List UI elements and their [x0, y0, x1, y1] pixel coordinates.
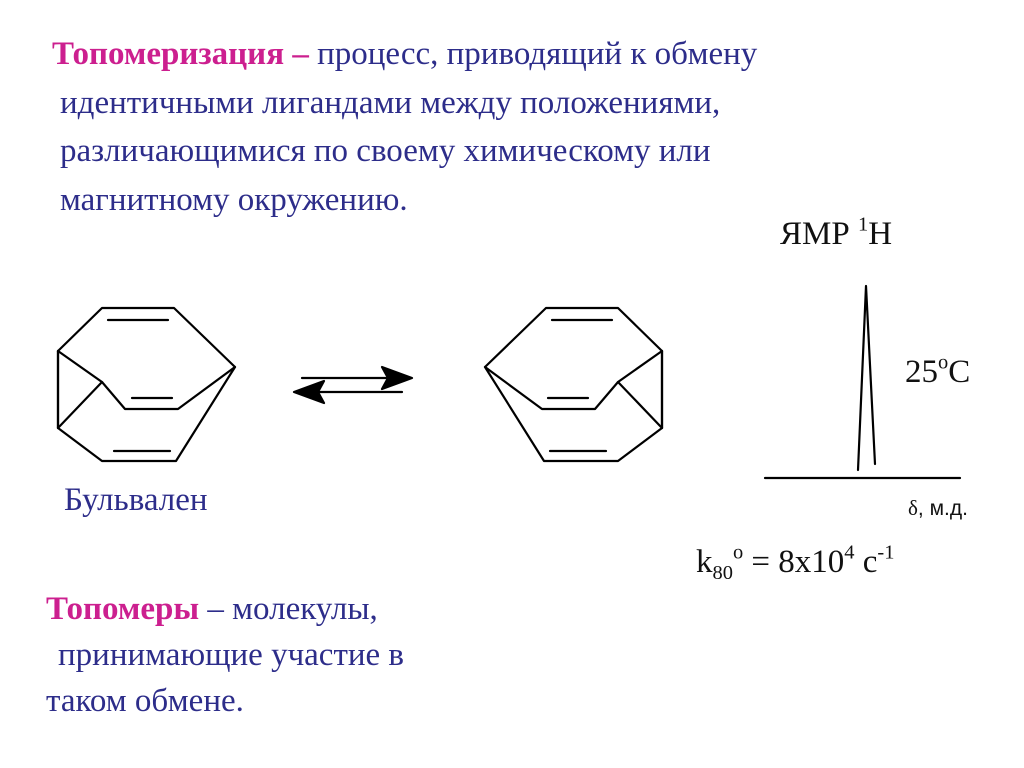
rate-constant: $k_{80}^o = 8х10^4$ $с^{-1}$	[696, 541, 895, 585]
term-topomerization: Топомеризация	[52, 36, 285, 72]
bullvalene-structure-left	[58, 308, 235, 461]
nmr-axis-label: δ, м.д.	[908, 496, 968, 520]
definition-line-4: магнитному окружению.	[60, 181, 408, 218]
topomers-line-1	[46, 586, 566, 632]
definition-line-1-text: процесс, приводящий к обмену	[317, 36, 758, 72]
topomers-line-2: принимающие участие в	[58, 637, 405, 673]
bullvalene-structure-right	[485, 308, 662, 461]
topomers-line-3: таком обмене.	[46, 683, 244, 719]
term-topomers: Топомеры	[46, 591, 200, 627]
bullvalene-label: Бульвален	[64, 482, 208, 518]
topomers-dash: –	[199, 591, 233, 627]
nmr-temperature: 25$^o$С	[905, 351, 971, 390]
topomers-line-1-text: молекулы,	[232, 591, 378, 627]
delta-symbol: δ	[908, 496, 918, 520]
definition-dash: –	[284, 36, 318, 72]
definition-line-2: идентичными лигандами между положениями,	[60, 84, 721, 121]
definition-line-3: различающимися по своему химическому или	[60, 133, 711, 169]
equilibrium-arrows	[294, 367, 412, 403]
nmr-title: ЯМР $^1$Н	[780, 213, 893, 252]
topomers-definition	[46, 586, 566, 724]
nmr-peak	[858, 286, 875, 470]
